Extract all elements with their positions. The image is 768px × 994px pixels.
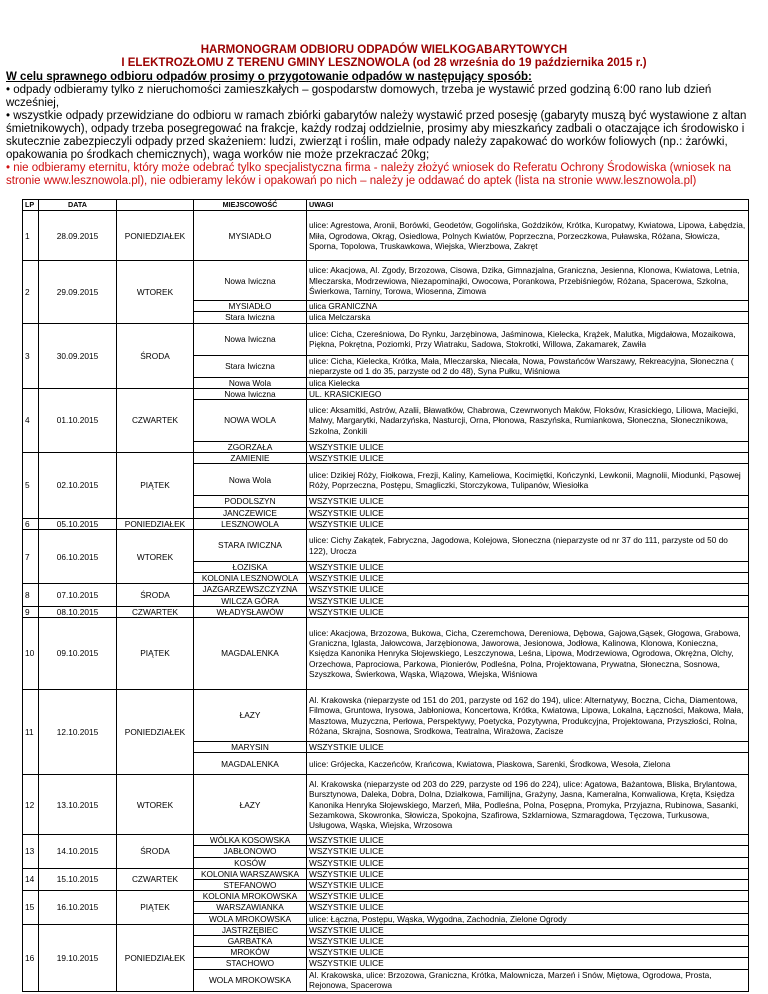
cell-date: 02.10.2015 xyxy=(39,453,117,519)
document-header xyxy=(0,44,768,188)
cell-streets: ulica Kielecka xyxy=(307,377,749,388)
table-row xyxy=(23,323,749,355)
cell-streets: WSZYSTKIE ULICE xyxy=(307,868,749,879)
cell-streets: ulice: Cicha, Czereśniowa, Do Rynku, Jarzębinowa, Jaśminowa, Kielecka, Krążek, Malutka, Migdałowa, Mozaikowa, Piękna, Pokrętna, Poziomki, Przy Wiatraku, Sadowa, Stokrotki, Willowa, Zakamarek, Zawiła xyxy=(307,323,749,355)
cell-place: MYSIADŁO xyxy=(194,211,307,261)
cell-place: Nowa Wola xyxy=(194,377,307,388)
header-place: MIEJSCOWOŚĆ xyxy=(194,200,307,211)
cell-place: WŁADYSŁAWÓW xyxy=(194,606,307,617)
cell-day: PIĄTEK xyxy=(117,891,194,925)
cell-streets: Al. Krakowska (nieparzyste od 203 do 229, parzyste od 196 do 224), ulice: Agatowa, Bażantowa, Bliska, Brylantowa, Bursztynowa, Daleka, Dobra, Dolna, Działkowa, Familijna, Grażyny, Jasna, Kameralna, Konwaliowa, Kręta, Księdza Kanonika Henryka Słojewskiego, Marzeń, Miła, Podleśna, Polna, Posępna, Promyka, Przyjazna, Rubinowa, Sasanki, Sezamkowa, Skowronka, Słowicza, Spokojna, Szafirowa, Szklarniowa, Szmaragdowa, Tęczowa, Turkusowa, Usługowa, Wąska, Wiejska, Wrzosowa xyxy=(307,775,749,835)
cell-date: 30.09.2015 xyxy=(39,323,117,388)
cell-streets: WSZYSTKIE ULICE xyxy=(307,924,749,935)
cell-lp: 7 xyxy=(23,530,39,584)
cell-streets: WSZYSTKIE ULICE xyxy=(307,507,749,518)
cell-place: KOSÓW xyxy=(194,857,307,868)
instruction-bullet-1: • odpady odbieramy tylko z nieruchomości zamieszkałych – gospodarstw domowych, trzeba je wystawić przed godziną 6:00 rano lub dzień wcześniej, xyxy=(6,84,712,109)
cell-day: CZWARTEK xyxy=(117,868,194,890)
instructions-lead: W celu sprawnego odbioru odpadów prosimy o przygotowanie odpadów w następujący sposób: xyxy=(6,71,532,83)
header-day xyxy=(117,200,194,211)
cell-place: MAGDALENKA xyxy=(194,753,307,775)
table-row xyxy=(23,618,749,690)
cell-lp: 10 xyxy=(23,618,39,690)
cell-place: LESZNOWOLA xyxy=(194,518,307,529)
cell-streets: WSZYSTKIE ULICE xyxy=(307,880,749,891)
cell-place: ŁAZY xyxy=(194,690,307,742)
cell-streets: Al. Krakowska (nieparzyste od 151 do 201, parzyste od 162 do 194), ulice: Alternatywy, Boczna, Cicha, Diamentowa, Filmowa, Gruntowa, Irysowa, Jabłoniowa, Koncertowa, Krótka, Kwiatowa, Lipowa, Lokalna, Łączności, Makowa, Mała, Masztowa, Muzyczna, Perłowa, Perspektywy, Poetycka, Pozytywna, Produkcyjna, Projektowana, Przyszłości, Rolna, Różana, Skrajna, Sosnowa, Srodkowa, Teatralna, Wirażowa, Zacisze xyxy=(307,690,749,742)
cell-place: WARSZAWIANKA xyxy=(194,902,307,913)
cell-date: 08.10.2015 xyxy=(39,606,117,617)
instruction-bullet-3: • nie odbieramy eternitu, który może odebrać tylko specjalistyczna firma - należy złożyć wniosek do Referatu Ochrony Środowiska (wniosek na stronie www.lesznowola.pl), nie odbieramy leków i opakowań po nich – należy je oddawać do aptek (lista na stronie www.lesznowola.pl) xyxy=(6,162,732,187)
cell-place: JASTRZĘBIEC xyxy=(194,924,307,935)
cell-streets: WSZYSTKIE ULICE xyxy=(307,573,749,584)
table-row xyxy=(23,924,749,935)
cell-streets: WSZYSTKIE ULICE xyxy=(307,857,749,868)
cell-lp: 16 xyxy=(23,924,39,991)
cell-place: KOLONIA WARSZAWSKA xyxy=(194,868,307,879)
cell-lp: 12 xyxy=(23,775,39,835)
cell-lp: 4 xyxy=(23,388,39,452)
cell-date: 28.09.2015 xyxy=(39,211,117,261)
cell-streets: Al. Krakowska, ulice: Brzozowa, Graniczna, Krótka, Malownicza, Marzeń i Snów, Miętowa, Ogrodowa, Prosta, Rejonowa, Spacerowa xyxy=(307,969,749,991)
cell-lp: 11 xyxy=(23,690,39,775)
cell-streets: WSZYSTKIE ULICE xyxy=(307,442,749,453)
table-row xyxy=(23,211,749,261)
cell-streets: ulice: Akacjowa, Brzozowa, Bukowa, Cicha, Czeremchowa, Dereniowa, Dębowa, Gajowa,Gąsek, Głogowa, Grabowa, Graniczna, Iglasta, Jałowcowa, Jarzębionowa, Jaworowa, Jesionowa, Jodłowa, Kalinowa, Klonowa, Konieczna, Księdza Kanonika Henryka Słojewskiego, Leszczynowa, Leśna, Lipowa, Modrzewiowa, Ogrodowa, Okrężna, Olchy, Orzechowa, Paprociowa, Parkowa, Pionierów, Podleśna, Polna, Projektowana, Prywatna, Słoneczna, Sosnowa, Szyszkowa, Świerkowa, Wąska, Wiązowa, Wiejska, Wiśniowa xyxy=(307,618,749,690)
cell-streets: WSZYSTKIE ULICE xyxy=(307,584,749,595)
cell-day: PONIEDZIAŁEK xyxy=(117,518,194,529)
table-row xyxy=(23,388,749,399)
cell-date: 09.10.2015 xyxy=(39,618,117,690)
cell-streets: ulice: Akacjowa, Al. Zgody, Brzozowa, Cisowa, Dzika, Gimnazjalna, Graniczna, Jesienna, Klonowa, Kwiatowa, Letnia, Mleczarska, Modrzewiowa, Niezapominajki, Owocowa, Porankowa, Przebiśniegów, Różana, Spacerowa, Szkolna, Świerkowa, Tarniny, Torowa, Wiosenna, Zimowa xyxy=(307,261,749,301)
cell-date: 12.10.2015 xyxy=(39,690,117,775)
cell-date: 16.10.2015 xyxy=(39,891,117,925)
cell-place: ZGORZAŁA xyxy=(194,442,307,453)
table-row xyxy=(23,518,749,529)
cell-lp: 3 xyxy=(23,323,39,388)
cell-place: JAZGARZEWSZCZYZNA xyxy=(194,584,307,595)
cell-day: WTOREK xyxy=(117,261,194,323)
cell-lp: 1 xyxy=(23,211,39,261)
schedule-table-wrapper xyxy=(22,199,749,992)
cell-place: STACHOWO xyxy=(194,958,307,969)
header-streets: UWAGI xyxy=(307,200,749,211)
cell-place: Nowa Wola xyxy=(194,464,307,496)
cell-place: KOLONIA LESZNOWOLA xyxy=(194,573,307,584)
cell-place: KOLONIA MROKOWSKA xyxy=(194,891,307,902)
cell-place: JANCZEWICE xyxy=(194,507,307,518)
cell-streets: ulica GRANICZNA xyxy=(307,301,749,312)
cell-place: ŁAZY xyxy=(194,775,307,835)
cell-place: ZAMIENIE xyxy=(194,453,307,464)
table-row xyxy=(23,835,749,846)
cell-streets: WSZYSTKIE ULICE xyxy=(307,958,749,969)
cell-place: Nowa Iwiczna xyxy=(194,323,307,355)
cell-streets: UL. KRASICKIEGO xyxy=(307,388,749,399)
instruction-bullet-2: • wszystkie odpady przewidziane do odbioru w ramach zbiórki gabarytów należy wystawić przed posesję (gabaryty muszą być wystawione z altan śmietnikowych), odpady trzeba posegregować na frakcje, każdy rodzaj oddzielnie, prosimy aby mieszkańcy zadbali o otaczające ich środowisko i skutecznie zabezpieczyli odpady przed skażeniem: ludzi, zwierząt i roślin, małe odpady należy zapakować do worków foliowych (np.: żarówki, opakowania po środkach chemicznych), waga worków nie może przekraczać 20kg; xyxy=(6,110,747,161)
cell-place: Nowa Iwiczna xyxy=(194,388,307,399)
cell-streets: WSZYSTKIE ULICE xyxy=(307,453,749,464)
cell-date: 13.10.2015 xyxy=(39,775,117,835)
table-row xyxy=(23,261,749,301)
cell-day: ŚRODA xyxy=(117,323,194,388)
cell-date: 01.10.2015 xyxy=(39,388,117,452)
cell-lp: 6 xyxy=(23,518,39,529)
cell-day: PONIEDZIAŁEK xyxy=(117,690,194,775)
cell-streets: WSZYSTKIE ULICE xyxy=(307,595,749,606)
cell-lp: 13 xyxy=(23,835,39,869)
cell-place: MROKÓW xyxy=(194,947,307,958)
cell-day: WTOREK xyxy=(117,530,194,584)
cell-date: 19.10.2015 xyxy=(39,924,117,991)
cell-day: CZWARTEK xyxy=(117,606,194,617)
cell-place: NOWA WOLA xyxy=(194,400,307,442)
cell-place: WÓLKA KOSOWSKA xyxy=(194,835,307,846)
cell-lp: 9 xyxy=(23,606,39,617)
table-row xyxy=(23,453,749,464)
cell-place: STARA IWICZNA xyxy=(194,530,307,562)
cell-streets: WSZYSTKIE ULICE xyxy=(307,518,749,529)
cell-lp: 8 xyxy=(23,584,39,606)
header-date: DATA xyxy=(39,200,117,211)
cell-place: Nowa Iwiczna xyxy=(194,261,307,301)
cell-streets: WSZYSTKIE ULICE xyxy=(307,846,749,857)
cell-date: 14.10.2015 xyxy=(39,835,117,869)
cell-place: WILCZA GÓRA xyxy=(194,595,307,606)
cell-lp: 5 xyxy=(23,453,39,519)
cell-place: Stara Iwiczna xyxy=(194,355,307,377)
title-line-1: HARMONOGRAM ODBIORU ODPADÓW WIELKOGABARYTOWYCH xyxy=(200,44,568,56)
cell-streets: WSZYSTKIE ULICE xyxy=(307,606,749,617)
cell-day: PIĄTEK xyxy=(117,453,194,519)
cell-place: WOLA MROKOWSKA xyxy=(194,969,307,991)
table-row xyxy=(23,690,749,742)
table-row xyxy=(23,530,749,562)
schedule-table xyxy=(22,199,749,992)
cell-streets: WSZYSTKIE ULICE xyxy=(307,947,749,958)
title-line-2: I ELEKTROZŁOMU Z TERENU GMINY LESZNOWOLA (od 28 września do 19 października 2015 r.) xyxy=(121,57,647,69)
cell-streets: WSZYSTKIE ULICE xyxy=(307,742,749,753)
cell-day: PONIEDZIAŁEK xyxy=(117,924,194,991)
cell-streets: ulice: Grójecka, Kaczeńców, Krańcowa, Kwiatowa, Piaskowa, Sarenki, Środkowa, Wesoła, Zielona xyxy=(307,753,749,775)
cell-lp: 14 xyxy=(23,868,39,890)
cell-streets: ulice: Aksamitki, Astrów, Azalii, Bławatków, Chabrowa, Czewrwonych Maków, Floksów, Krasickiego, Liliowa, Maciejki, Malwy, Margarytki, Nadarzyńska, Nasturcji, Orna, Płonowa, Raszyńska, Rumiankowa, Słoneczna, Słonecznikowa, Szkolna, Żonkili xyxy=(307,400,749,442)
cell-lp: 15 xyxy=(23,891,39,925)
table-header-row xyxy=(23,200,749,211)
cell-streets: ulice: Cicha, Kielecka, Krótka, Mała, Mleczarska, Niecała, Nowa, Powstańców Warszawy, Rekreacyjna, Słoneczna ( nieparzyste od 1 do 35, parzyste od 2 do 48), Syna Pułku, Wiśniowa xyxy=(307,355,749,377)
cell-streets: WSZYSTKIE ULICE xyxy=(307,496,749,507)
cell-place: Stara Iwiczna xyxy=(194,312,307,323)
table-row xyxy=(23,868,749,879)
cell-day: PONIEDZIAŁEK xyxy=(117,211,194,261)
cell-place: GARBATKA xyxy=(194,936,307,947)
cell-streets: WSZYSTKIE ULICE xyxy=(307,562,749,573)
cell-streets: ulice: Łączna, Postępu, Wąska, Wygodna, Zachodnia, Zielone Ogrody xyxy=(307,913,749,924)
cell-place: PODOLSZYN xyxy=(194,496,307,507)
cell-date: 29.09.2015 xyxy=(39,261,117,323)
cell-place: MYSIADŁO xyxy=(194,301,307,312)
cell-day: ŚRODA xyxy=(117,584,194,606)
cell-streets: WSZYSTKIE ULICE xyxy=(307,835,749,846)
table-row xyxy=(23,606,749,617)
cell-lp: 2 xyxy=(23,261,39,323)
cell-streets: ulice: Dzikiej Róży, Fiołkowa, Frezji, Kaliny, Kameliowa, Kocimiętki, Kończynki, Lewkonii, Magnolii, Miodunki, Pąsowej Róży, Poprzeczna, Postępu, Smagliczki, Storczykowa, Tulipanów, Wiesiołka xyxy=(307,464,749,496)
header-lp: LP xyxy=(23,200,39,211)
table-row xyxy=(23,584,749,595)
cell-day: CZWARTEK xyxy=(117,388,194,452)
cell-streets: WSZYSTKIE ULICE xyxy=(307,891,749,902)
cell-streets: ulica Melczarska xyxy=(307,312,749,323)
cell-streets: WSZYSTKIE ULICE xyxy=(307,936,749,947)
cell-place: STEFANOWO xyxy=(194,880,307,891)
cell-place: MAGDALENKA xyxy=(194,618,307,690)
table-row xyxy=(23,775,749,835)
cell-place: WOLA MROKOWSKA xyxy=(194,913,307,924)
cell-streets: WSZYSTKIE ULICE xyxy=(307,902,749,913)
cell-date: 15.10.2015 xyxy=(39,868,117,890)
cell-day: WTOREK xyxy=(117,775,194,835)
cell-place: JABŁONOWO xyxy=(194,846,307,857)
table-row xyxy=(23,891,749,902)
cell-streets: ulice: Agrestowa, Aronii, Borówki, Geodetów, Gogolińska, Goździków, Krótka, Kuropatwy, Kwiatowa, Lipowa, Łabędzia, Miła, Ogrodowa, Okrąg, Osiedlowa, Polnych Kwiatów, Poprzeczna, Porzeczkowa, Puławska, Różana, Słowicza, Sporna, Topolowa, Truskawkowa, Wiejska, Wierzbowa, Zakręt xyxy=(307,211,749,261)
cell-streets: ulice: Cichy Zakątek, Fabryczna, Jagodowa, Kolejowa, Słoneczna (nieparzyste od nr 37 do 111, parzyste od 50 do 122), Urocza xyxy=(307,530,749,562)
cell-date: 07.10.2015 xyxy=(39,584,117,606)
cell-place: MARYSIN xyxy=(194,742,307,753)
cell-date: 06.10.2015 xyxy=(39,530,117,584)
cell-date: 05.10.2015 xyxy=(39,518,117,529)
cell-day: PIĄTEK xyxy=(117,618,194,690)
cell-day: ŚRODA xyxy=(117,835,194,869)
cell-place: ŁOZISKA xyxy=(194,562,307,573)
instructions xyxy=(6,71,762,188)
